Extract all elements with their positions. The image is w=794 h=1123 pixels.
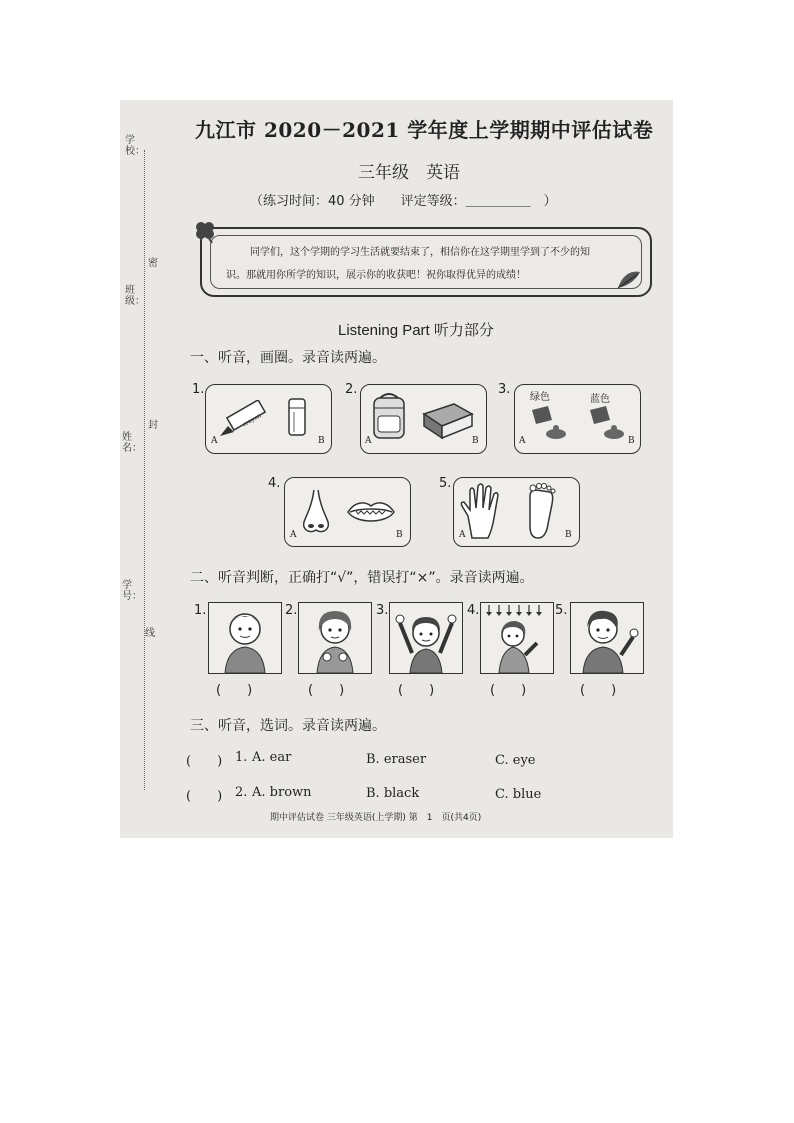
s1-item4-a: A [290, 530, 297, 540]
nose-icon[interactable] [298, 488, 334, 538]
time-and-grade-line: （练习时间：40 分钟 评定等级：＿＿＿＿＿ ） [250, 194, 557, 209]
paint-icon[interactable] [584, 404, 632, 444]
s2-item3-number: 3. [376, 603, 389, 618]
notice-line-2: 识。那就用你所学的知识，展示你的收获吧！祝你取得优异的成绩！ [226, 270, 526, 281]
leaf-icon [616, 268, 642, 290]
svg-text:crayon: crayon [241, 412, 263, 429]
school-label: 学校： [125, 135, 145, 157]
girl-icon [299, 603, 371, 673]
s2-item3-picture [389, 602, 463, 674]
section1-heading: 一、听音，画圈。录音读两遍。 [190, 350, 386, 366]
class-label: 班级： [125, 285, 145, 307]
number-label: 学号： [122, 580, 142, 602]
s2-item2-picture [298, 602, 372, 674]
seal-xian: 线 [145, 628, 155, 639]
child-arrows-icon [481, 603, 553, 673]
s1-item4-b: B [396, 530, 403, 540]
s3-q1-paren[interactable]: ( ) [186, 754, 223, 769]
eraser-icon[interactable] [286, 396, 310, 438]
page-footer: 期中评估试卷 三年级英语(上学期) 第 1 页(共4页) [270, 813, 482, 823]
s1-item2-number: 2. [345, 382, 358, 397]
seal-dotted-line [144, 150, 145, 790]
s2-item4-picture [480, 602, 554, 674]
s3-q1-number: 1. [235, 750, 248, 765]
girl-waving-icon [390, 603, 462, 673]
s3-q2-option-b[interactable]: B. black [366, 786, 420, 801]
section3-heading: 三、听音，选词。录音读两遍。 [190, 718, 386, 734]
s2-item5-answer[interactable]: ( ) [580, 683, 617, 698]
s2-item3-answer[interactable]: ( ) [398, 683, 435, 698]
listening-part-heading: Listening Part 听力部分 [338, 322, 494, 339]
s2-item5-number: 5. [555, 603, 568, 618]
s1-item1-a: A [211, 436, 218, 446]
seal-feng: 封 [148, 420, 158, 431]
s2-item4-answer[interactable]: ( ) [490, 683, 527, 698]
s2-item5-picture [570, 602, 644, 674]
exam-subtitle: 三年级 英语 [358, 163, 460, 183]
s1-item3-a: A [519, 436, 526, 446]
crayon-icon[interactable] [218, 400, 268, 440]
s3-q2-option-c[interactable]: C. blue [495, 787, 542, 802]
s1-item2-a: A [365, 436, 372, 446]
s1-item5-a: A [459, 530, 466, 540]
name-label: 姓名： [122, 432, 142, 454]
s1-item3-green-label: 绿色 [530, 392, 550, 403]
paint-icon[interactable] [526, 404, 574, 444]
s1-item1-b: B [318, 436, 325, 446]
exam-title: 九江市 2020－2021 学年度上学期期中评估试卷 [195, 118, 654, 142]
foot-icon[interactable] [522, 482, 558, 540]
boy-waving-icon [571, 603, 643, 673]
notice-line-1: 同学们，这个学期的学习生活就要结束了，相信你在这学期里学到了不少的知 [250, 247, 590, 258]
s3-q2-option-a[interactable]: A. brown [252, 785, 312, 800]
s3-q2-number: 2. [235, 785, 248, 800]
s3-q2-paren[interactable]: ( ) [186, 789, 223, 804]
s2-item2-number: 2. [285, 603, 298, 618]
seal-mi: 密 [148, 258, 158, 269]
mouth-icon[interactable] [346, 498, 396, 526]
s3-q1-option-b[interactable]: B. eraser [366, 752, 427, 767]
s1-item5-number: 5. [439, 476, 452, 491]
notice-box [200, 227, 652, 297]
s1-item3-blue-label: 蓝色 [590, 394, 610, 405]
book-icon[interactable] [420, 400, 476, 442]
s2-item1-number: 1. [194, 603, 207, 618]
section2-heading: 二、听音判断，正确打“√”，错误打“×”。录音读两遍。 [190, 570, 534, 586]
s1-item3-b: B [628, 436, 635, 446]
boy-pointing-icon [209, 603, 281, 673]
s1-item1-number: 1. [192, 382, 205, 397]
s3-q1-option-c[interactable]: C. eye [495, 753, 536, 768]
s2-item1-answer[interactable]: ( ) [216, 683, 253, 698]
s3-q1-option-a[interactable]: A. ear [252, 750, 292, 765]
s1-item3-number: 3. [498, 382, 511, 397]
s2-item1-picture [208, 602, 282, 674]
clover-icon [192, 218, 218, 244]
s1-item4-number: 4. [268, 476, 281, 491]
s2-item4-number: 4. [467, 603, 480, 618]
s1-item5-b: B [565, 530, 572, 540]
s2-item2-answer[interactable]: ( ) [308, 683, 345, 698]
backpack-icon[interactable] [366, 390, 412, 446]
s1-item2-b: B [472, 436, 479, 446]
